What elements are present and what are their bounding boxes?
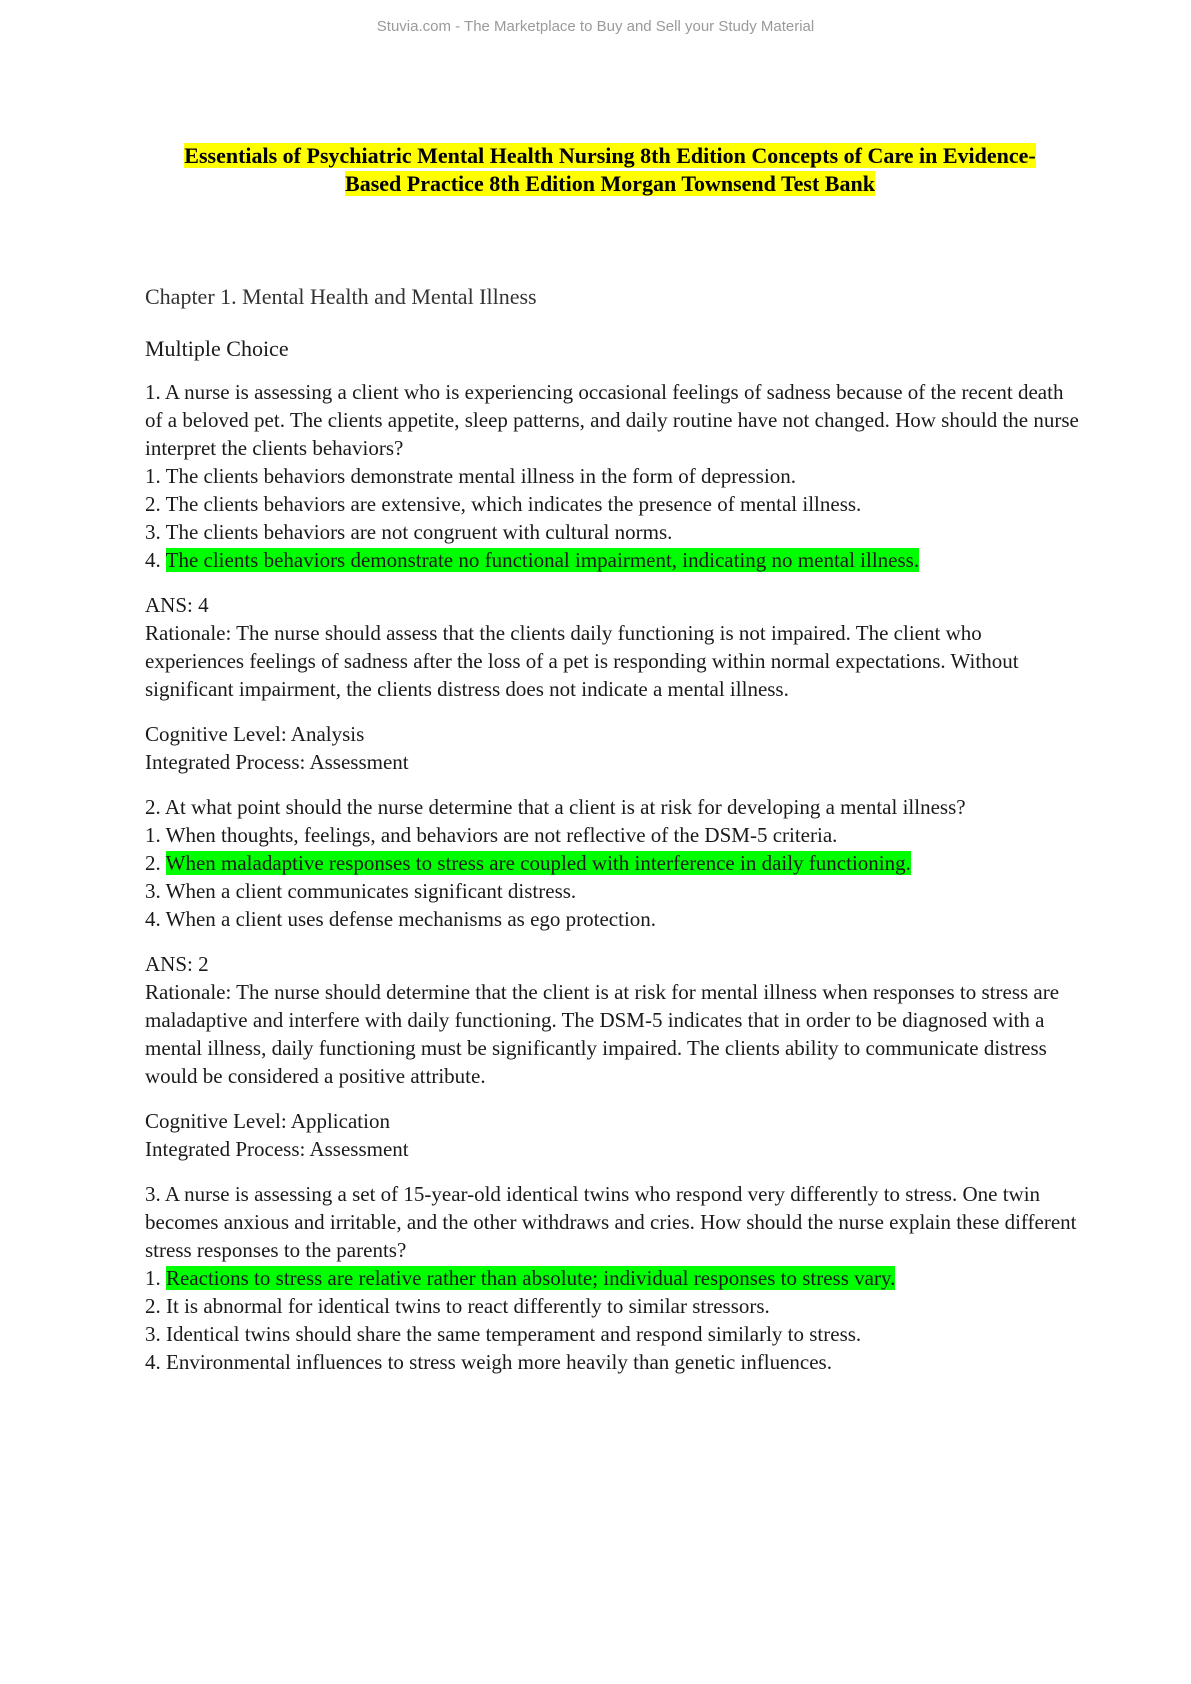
question-stem: 3. A nurse is assessing a set of 15-year-old identical twins who respond very differently to stress. One twin becomes anxious and irritable, and the other withdraws and cries. How should the nurse explain these different stress responses to the parents? (145, 1182, 1077, 1262)
question-3 (145, 1180, 1085, 1376)
rationale: Rationale: The nurse should determine that the client is at risk for mental illness when responses to stress are maladaptive and interfere with daily functioning. The DSM-5 indicates that in order to be diagnosed with a mental illness, daily functioning must be significantly impaired. The clients ability to communicate distress would be considered a positive attribute. (145, 980, 1060, 1088)
chapter-heading: Chapter 1. Mental Health and Mental Illness (145, 284, 537, 309)
option-number: 4. (145, 548, 166, 572)
option-1: 1. When thoughts, feelings, and behaviors are not reflective of the DSM-5 criteria. (145, 823, 838, 847)
option-number: 2. (145, 851, 166, 875)
answer-2 (145, 950, 1085, 1090)
answer-key: ANS: 4 (145, 593, 209, 617)
option-3: 3. The clients behaviors are not congruent with cultural norms. (145, 520, 673, 544)
option-number: 1. (145, 1266, 166, 1290)
option-4 (145, 546, 1085, 574)
rationale: Rationale: The nurse should assess that the clients daily functioning is not impaired. The client who experiences feelings of sadness after the loss of a pet is responding within normal expectations. Without significant impairment, the clients distress does not indicate a mental illness. (145, 621, 1019, 701)
question-1 (145, 378, 1085, 574)
option-2: 2. The clients behaviors are extensive, which indicates the presence of mental illness. (145, 492, 862, 516)
option-4: 4. When a client uses defense mechanisms as ego protection. (145, 907, 657, 931)
document-body (145, 283, 1085, 1393)
title-line-2: Based Practice 8th Edition Morgan Townsend Test Bank (345, 171, 875, 196)
answer-1 (145, 591, 1085, 703)
document-title (140, 142, 1080, 198)
option-4: 4. Environmental influences to stress weigh more heavily than genetic influences. (145, 1350, 832, 1374)
watermark-header: Stuvia.com - The Marketplace to Buy and Sell your Study Material (376, 18, 815, 35)
question-stem: 2. At what point should the nurse determine that a client is at risk for developing a mental illness? (145, 795, 966, 819)
option-3: 3. When a client communicates significant distress. (145, 879, 577, 903)
option-1: 1. The clients behaviors demonstrate mental illness in the form of depression. (145, 464, 797, 488)
option-3: 3. Identical twins should share the same temperament and respond similarly to stress. (145, 1322, 862, 1346)
option-1 (145, 1264, 1085, 1292)
correct-answer-highlight: Reactions to stress are relative rather than absolute; individual responses to stress vary. (166, 1266, 896, 1290)
correct-answer-highlight: When maladaptive responses to stress are coupled with interference in daily functioning. (165, 851, 911, 875)
meta-1 (145, 720, 1085, 776)
option-2 (145, 849, 1085, 877)
integrated-process: Integrated Process: Assessment (145, 750, 409, 774)
correct-answer-highlight: The clients behaviors demonstrate no functional impairment, indicating no mental illness. (165, 548, 920, 572)
integrated-process: Integrated Process: Assessment (145, 1137, 409, 1161)
meta-2 (145, 1107, 1085, 1163)
cognitive-level: Cognitive Level: Analysis (145, 722, 365, 746)
answer-key: ANS: 2 (145, 952, 209, 976)
question-stem: 1. A nurse is assessing a client who is experiencing occasional feelings of sadness because of the recent death of a beloved pet. The clients appetite, sleep patterns, and daily routine have not changed. How should the nurse interpret the clients behaviors? (145, 380, 1079, 460)
question-2 (145, 793, 1085, 933)
option-2: 2. It is abnormal for identical twins to react differently to similar stressors. (145, 1294, 770, 1318)
section-heading: Multiple Choice (145, 336, 289, 361)
title-line-1: Essentials of Psychiatric Mental Health Nursing 8th Edition Concepts of Care in Evidence- (184, 143, 1036, 168)
cognitive-level: Cognitive Level: Application (145, 1109, 390, 1133)
